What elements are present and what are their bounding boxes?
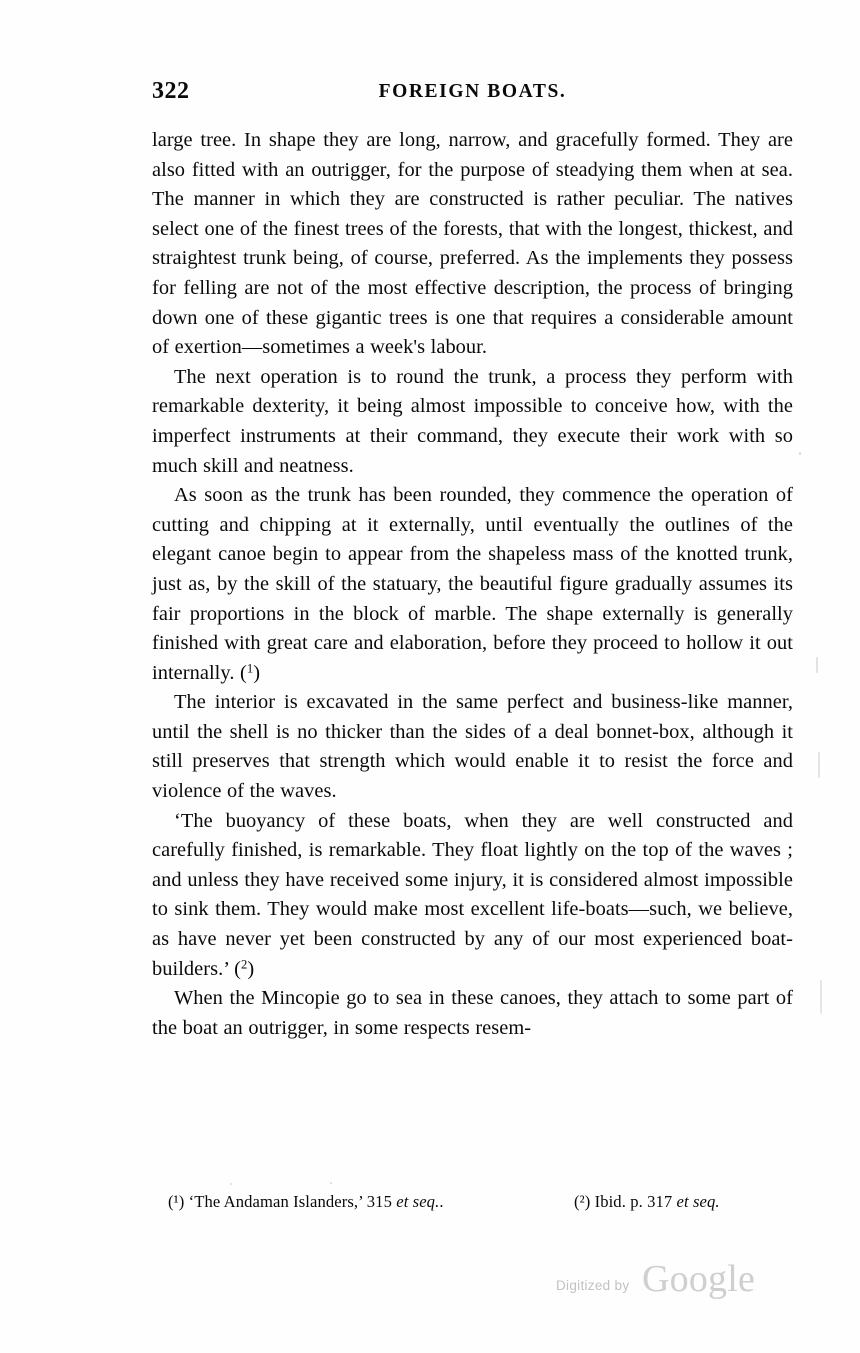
- footnote-2-italic: et seq.: [676, 1192, 720, 1211]
- scan-artifact-speck: [799, 452, 801, 455]
- scan-artifact-speck: [816, 657, 818, 673]
- paragraph-6-text: When the Mincopie go to sea in these canoes, they attach to some part of the boat an outrigger, in some respects resem-: [152, 987, 793, 1039]
- footnote-1: [168, 1190, 444, 1214]
- footnote-reference-1[interactable]: ($^1$): [240, 661, 261, 684]
- footnote-reference-2-number: 2: [240, 957, 248, 972]
- paragraph-4-text: The interior is excavated in the same perfect and business-like manner, until the shell is no thicker than the sides of a deal bonnet-box, although it still preserves that strength which would enable it to resist the force and violence of the waves.: [152, 691, 793, 803]
- scan-artifact-speck: [230, 1183, 232, 1185]
- scan-artifact-speck: [330, 1182, 332, 1184]
- page-number: 322: [152, 78, 190, 104]
- paragraph-3: [152, 481, 793, 688]
- scan-artifact-speck: [818, 752, 820, 778]
- footnote-2: [574, 1190, 720, 1214]
- footnote-1-marker: (¹): [168, 1192, 185, 1211]
- paragraph-5: [152, 807, 793, 985]
- running-head: [152, 76, 793, 106]
- watermark-prefix: Digitized by: [556, 1278, 630, 1293]
- body-text-block: [152, 126, 793, 1043]
- footnote-1-trailing: .: [439, 1192, 444, 1211]
- paragraph-3-text: As soon as the trunk has been rounded, they commence the operation of cutting and chipping at it externally, until eventually the outlines of the elegant canoe begin to appear from the shapeless mass of the knotted trunk, just as, by the skill of the statuary, the beautiful figure gradually assumes its fair proportions in the block of marble. The shape externally is generally finished with great care and elaboration, before they proceed to hollow it out internally.: [152, 484, 793, 684]
- paragraph-2: [152, 363, 793, 481]
- paragraph-1-text: large tree. In shape they are long, narrow, and gracefully formed. They are also fitted with an outrigger, for the purpose of steadying them when at sea. The manner in which they are constructed is rather peculiar. The natives select one of the finest trees of the forests, that with the longest, thickest, and straightest trunk being, of course, preferred. As the implements they possess for felling are not of the most effective description, the process of bringing down one of these gigantic trees is one that requires a considerable amount of exertion—sometimes a week's labour.: [152, 129, 793, 359]
- running-head-title: FOREIGN BOATS.: [378, 81, 567, 102]
- footnote-reference-1-number: 1: [246, 661, 254, 676]
- paragraph-2-text: The next operation is to round the trunk, a process they perform with remarkable dexterity, it being almost impossible to conceive how, with the imperfect instruments at their command, they execute their work with so much skill and neatness.: [152, 365, 793, 477]
- footnote-1-italic: et seq.: [396, 1192, 440, 1211]
- scan-artifact-speck: [820, 980, 822, 1014]
- watermark-brand: Google: [642, 1258, 756, 1300]
- footnote-1-text: ‘The Andaman Islanders,’ 315: [188, 1192, 397, 1211]
- paragraph-6: [152, 984, 793, 1043]
- footnote-2-text: Ibid. p. 317: [594, 1192, 677, 1211]
- paragraph-1: [152, 126, 793, 363]
- digitized-by-google-watermark: [556, 1252, 786, 1298]
- paragraph-4: [152, 688, 793, 806]
- footnote-2-marker: (²): [574, 1192, 591, 1211]
- paragraph-5-text: ‘The buoyancy of these boats, when they are well constructed and carefully finished, is remarkable. They float lightly on the top of the waves ; and unless they have received some injury, it is considered almost impossible to sink them. They would make most excellent life-boats—such, we believe, as have never yet been constructed by any of our most experienced boat-builders.’: [152, 809, 793, 980]
- footnote-reference-2[interactable]: ($^2$): [234, 957, 255, 980]
